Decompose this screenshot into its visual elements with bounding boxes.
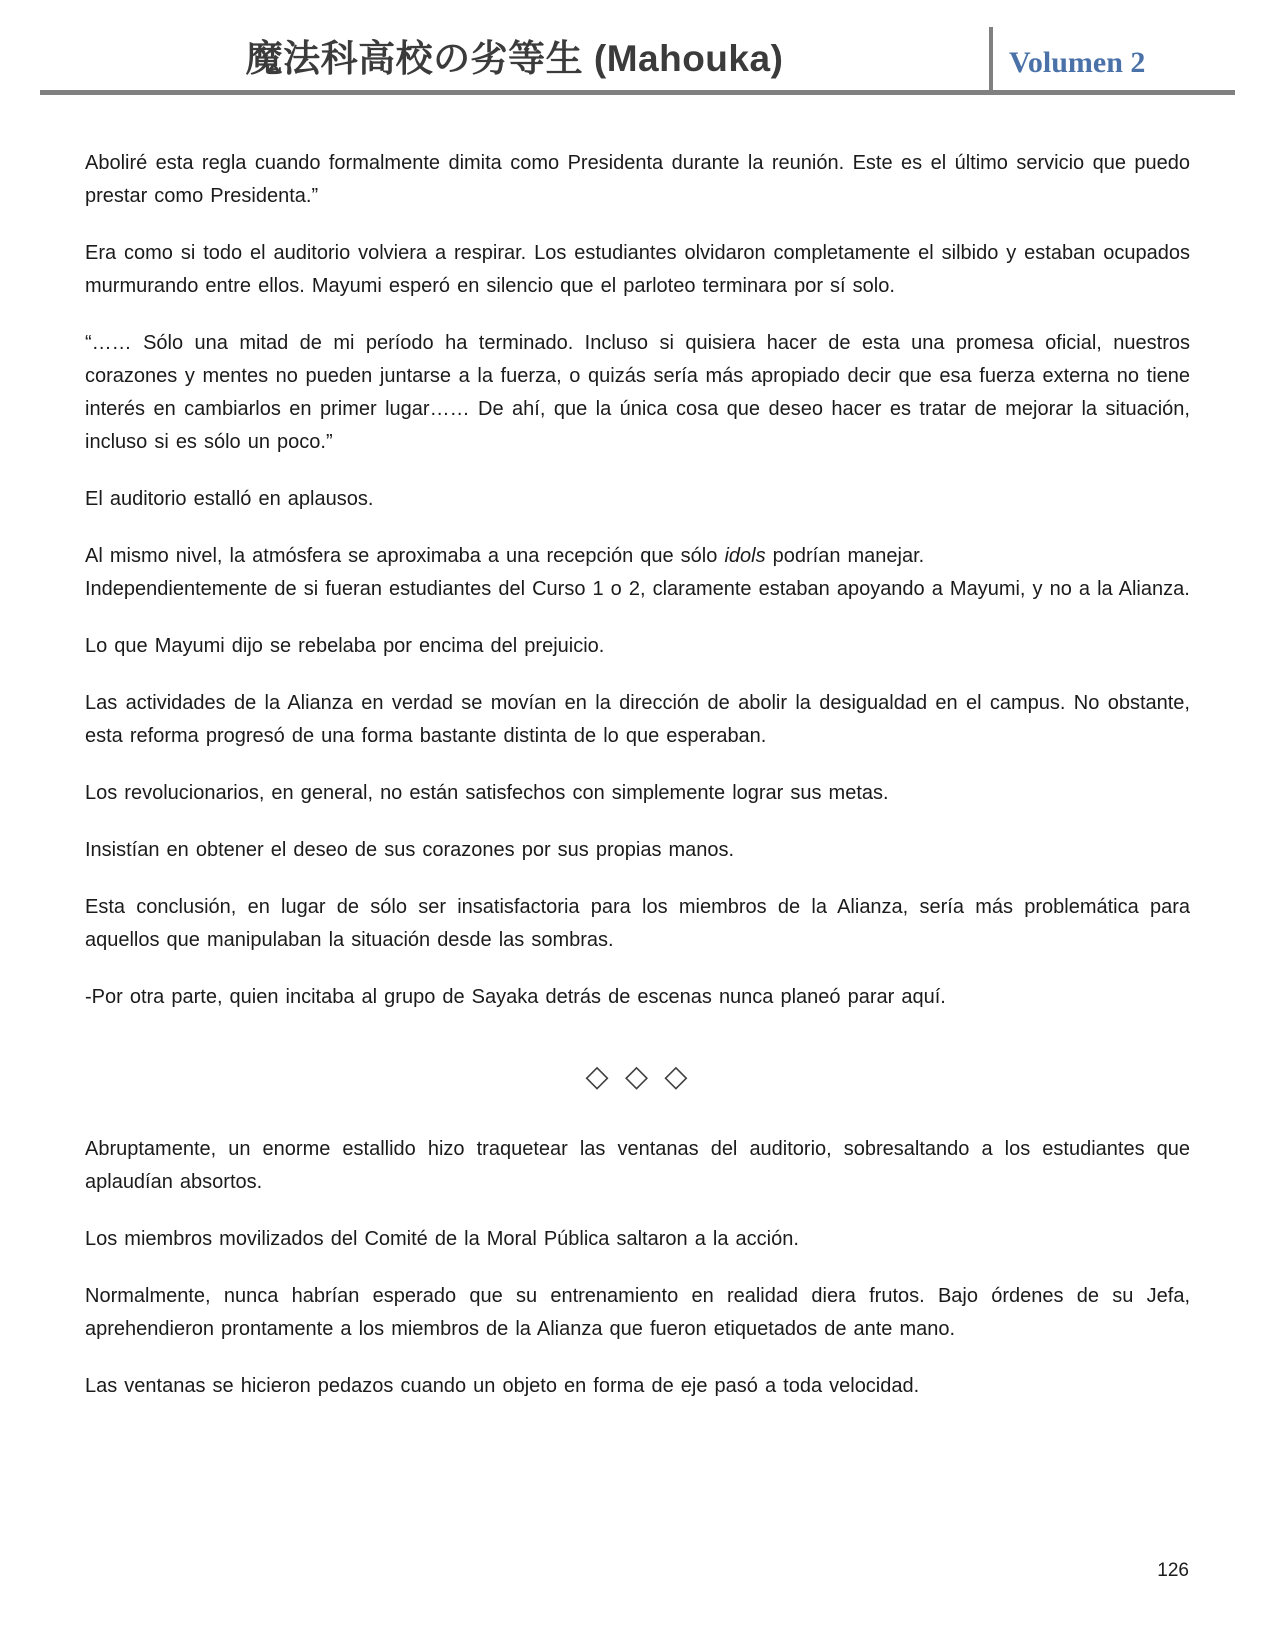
paragraph: El auditorio estalló en aplausos. [85,488,374,510]
paragraph: Era como si todo el auditorio volviera a respirar. Los estudiantes olvidaron completamente el silbido y estaban ocupados murmurando entre ellos. Mayumi esperó en silencio que el parloteo terminara por sí solo. [85,242,1190,297]
paragraph-segment: Independientemente de si fueran estudiantes del Curso 1 o 2, claramente estaban apoyando a Mayumi, y no a la Alianza. [85,578,1190,600]
paragraph: Las actividades de la Alianza en verdad se movían en la dirección de abolir la desigualdad en el campus. No obstante, esta reforma progresó de una forma bastante distinta de lo que esperaban. [85,692,1190,747]
paragraph-segment: podrían manejar. [765,545,925,567]
paragraph: Esta conclusión, en lugar de sólo ser insatisfactoria para los miembros de la Alianza, sería más problemática para aquellos que manipulaban la situación desde las sombras. [85,896,1190,951]
italic-word: idols [724,545,766,567]
header-title-cell [40,0,989,90]
scene-break-diamonds: ◇ ◇ ◇ [585,1060,690,1093]
paragraph: Las ventanas se hicieron pedazos cuando un objeto en forma de eje pasó a toda velocidad. [85,1375,920,1397]
paragraph: Normalmente, nunca habrían esperado que su entrenamiento en realidad diera frutos. Bajo órdenes de su Jefa, aprehendieron prontamente a los miembros de la Alianza que fueron etiquetados de ante mano. [85,1285,1190,1340]
paragraph: Abruptamente, un enorme estallido hizo traquetear las ventanas del auditorio, sobresaltando a los estudiantes que aplaudían absortos. [85,1138,1190,1193]
page-body [0,95,1275,1403]
paragraph: “…… Sólo una mitad de mi período ha terminado. Incluso si quisiera hacer de esta una promesa oficial, nuestros corazones y mentes no pueden juntarse a la fuerza, o quizás sería más apropiado decir que esa fuerza externa no tiene interés en cambiarlos en primer lugar…… De ahí, que la única cosa que deseo hacer es tratar de mejorar la situación, incluso si es sólo un poco.” [85,332,1190,453]
paragraph: Aboliré esta regla cuando formalmente dimita como Presidenta durante la reunión. Este es el último servicio que puedo prestar como Presidenta.” [85,152,1190,207]
document-title: 魔法科高校の劣等生 (Mahouka) [245,38,784,79]
paragraph-with-italic [85,540,1190,606]
paragraph: Insistían en obtener el deseo de sus corazones por sus propias manos. [85,839,735,861]
paragraph: -Por otra parte, quien incitaba al grupo de Sayaka detrás de escenas nunca planeó parar aquí. [85,986,946,1008]
paragraph-segment: Al mismo nivel, la atmósfera se aproximaba a una recepción que sólo [85,545,725,567]
header-volume-cell [993,0,1235,90]
paragraph: Los miembros movilizados del Comité de la Moral Pública saltaron a la acción. [85,1228,799,1250]
page-header [40,0,1235,95]
paragraph: Los revolucionarios, en general, no están satisfechos con simplemente lograr sus metas. [85,782,889,804]
volume-label: Volumen 2 [1009,46,1146,79]
page-number: 126 [1157,1560,1189,1581]
paragraph: Lo que Mayumi dijo se rebelaba por encima del prejuicio. [85,635,605,657]
page-footer [1157,1560,1189,1582]
